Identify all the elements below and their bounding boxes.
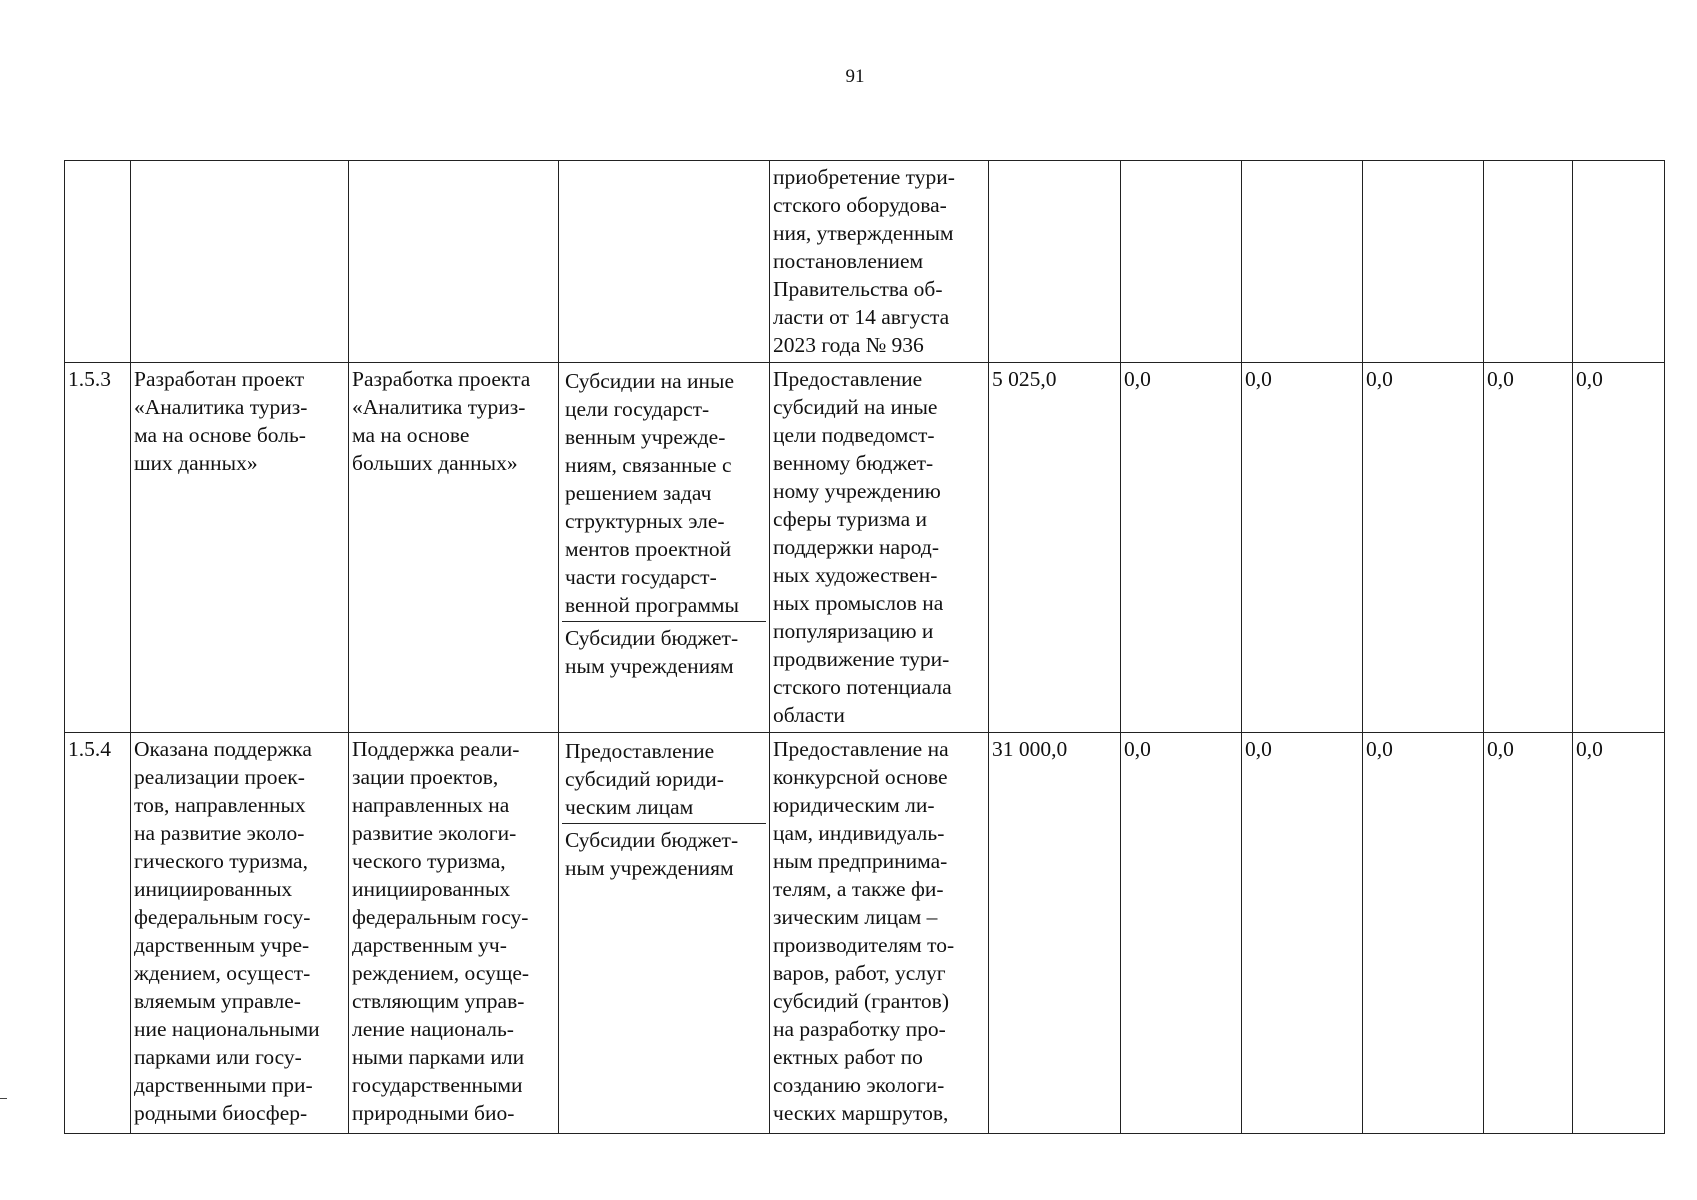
cell-value-5: 0,0 xyxy=(1484,363,1573,733)
cell-activity: Поддержка реали- зации проектов, направленных на развитие экологи- ческого туризма, инициированных федеральным госу- дарственным уч- реждением, осуще- ствляющим управ- ление националь- ными парками или государственными природными био- xyxy=(349,733,559,1134)
cell-value-1: 31 000,0 xyxy=(989,733,1121,1134)
cell-value-3: 0,0 xyxy=(1242,363,1363,733)
cell-num: 1.5.4 xyxy=(65,733,131,1134)
cell-expense-type xyxy=(559,363,770,733)
expense-type-item: Субсидии на иные цели государст- венным учрежде- ниям, связанные с решением задач структурных эле- ментов проектной части государст- венной программы xyxy=(565,369,739,617)
table-row-1-5-3 xyxy=(65,363,1665,733)
cell-value-2 xyxy=(1121,161,1242,363)
cell-value-4: 0,0 xyxy=(1363,733,1484,1134)
expense-type-item: Субсидии бюджет- ным учреждениям xyxy=(562,621,766,682)
cell-activity xyxy=(349,161,559,363)
cell-num xyxy=(65,161,131,363)
cell-value-6: 0,0 xyxy=(1573,363,1665,733)
table-row-continuation xyxy=(65,161,1665,363)
cell-mechanism: приобретение тури- стского оборудова- ния, утвержденным постановлением Правительства об- ласти от 14 августа 2023 года № 936 xyxy=(770,161,989,363)
cell-value-1: 5 025,0 xyxy=(989,363,1121,733)
cell-mechanism: Предоставление на конкурсной основе юридическим ли- цам, индивидуаль- ным предпринима- телям, а также фи- зическим лицам – производителям то- варов, работ, услуг субсидий (грантов) на разработку про- ектных работ по созданию экологи- ческих маршрутов, xyxy=(770,733,989,1134)
expense-type-item: Субсидии бюджет- ным учреждениям xyxy=(562,823,766,884)
cell-value-2: 0,0 xyxy=(1121,363,1242,733)
table-row-1-5-4 xyxy=(65,733,1665,1134)
program-activities-table xyxy=(64,160,1665,1134)
cell-num: 1.5.3 xyxy=(65,363,131,733)
cell-value-6 xyxy=(1573,161,1665,363)
margin-mark xyxy=(0,1098,7,1099)
cell-expense-type xyxy=(559,733,770,1134)
expense-type-item: Предоставление субсидий юриди- ческим лицам xyxy=(565,739,724,819)
cell-value-4 xyxy=(1363,161,1484,363)
cell-result: Оказана поддержка реализации проек- тов, направленных на развитие эколо- гического туризма, инициированных федеральным госу- дарственным учре- ждением, осущест- вляемым управле- ние национальными парками или госу- дарственными при- родными биосфер- xyxy=(131,733,349,1134)
cell-value-6: 0,0 xyxy=(1573,733,1665,1134)
cell-mechanism: Предоставление субсидий на иные цели подведомст- венному бюджет- ному учреждению сферы туризма и поддержки народ- ных художествен- ных промыслов на популяризацию и продвижение тури- стского потенциала области xyxy=(770,363,989,733)
cell-activity: Разработка проекта «Аналитика туриз- ма на основе больших данных» xyxy=(349,363,559,733)
cell-value-3 xyxy=(1242,161,1363,363)
cell-value-5: 0,0 xyxy=(1484,733,1573,1134)
page-number: 91 xyxy=(845,66,865,87)
cell-result xyxy=(131,161,349,363)
cell-value-3: 0,0 xyxy=(1242,733,1363,1134)
cell-value-5 xyxy=(1484,161,1573,363)
cell-value-1 xyxy=(989,161,1121,363)
cell-value-2: 0,0 xyxy=(1121,733,1242,1134)
cell-expense-type xyxy=(559,161,770,363)
cell-value-4: 0,0 xyxy=(1363,363,1484,733)
cell-result: Разработан проект «Аналитика туриз- ма на основе боль- ших данных» xyxy=(131,363,349,733)
